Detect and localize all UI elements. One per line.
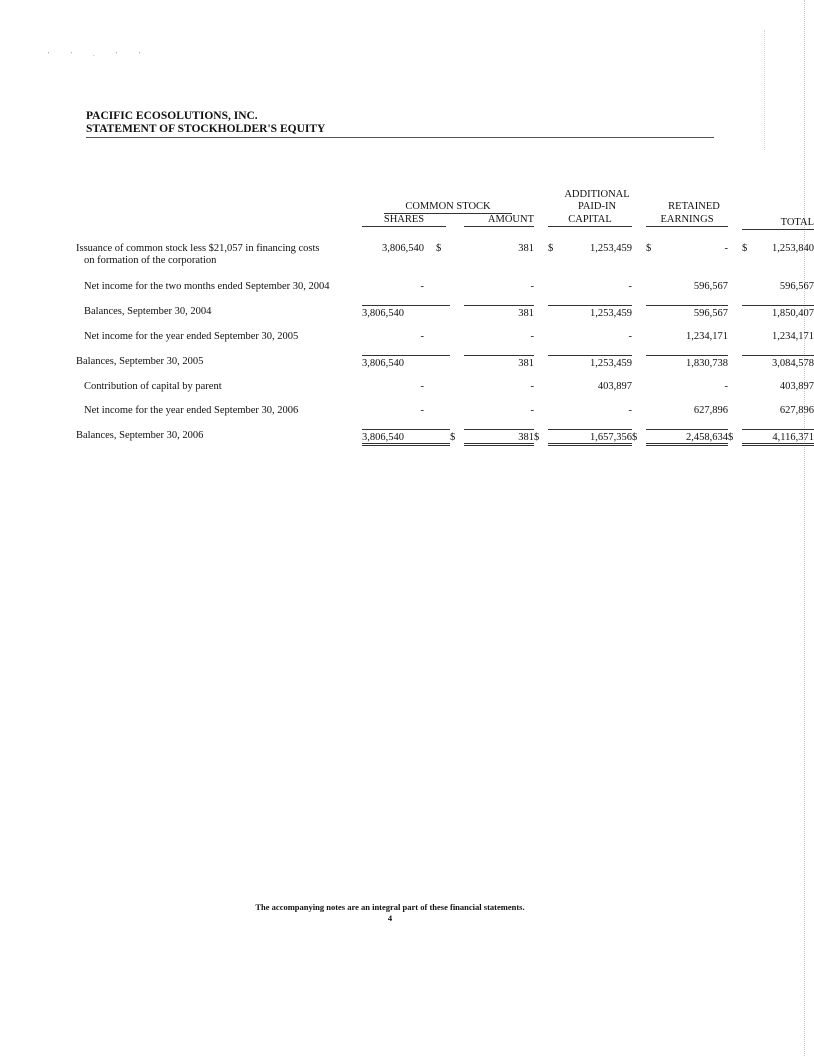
- dollar-sign: $: [728, 431, 734, 443]
- cell-retained: -: [724, 243, 728, 254]
- dollar-sign: $: [534, 431, 540, 443]
- dollar-sign: $: [742, 243, 748, 254]
- col-header-total: TOTAL: [742, 217, 814, 230]
- cell-retained: 1,830,738: [646, 356, 728, 370]
- cell-amount: -: [530, 331, 534, 342]
- table-row-subtotal: [76, 306, 814, 320]
- cell-shares: 3,806,540: [382, 243, 424, 254]
- row-label: Issuance of common stock less $21,057 in financing costs: [76, 243, 320, 254]
- dollar-sign: $: [646, 243, 652, 254]
- statement-title: STATEMENT OF STOCKHOLDER'S EQUITY: [86, 123, 326, 135]
- table-row-subtotal: [76, 356, 814, 370]
- cell-total: 403,897: [779, 381, 814, 392]
- table-row-total: [76, 430, 814, 445]
- cell-apic: 403,897: [597, 381, 632, 392]
- cell-total: 1,253,840: [772, 243, 814, 254]
- cell-apic: 1,253,459: [548, 356, 632, 370]
- col-header-apic-2: PAID-IN: [577, 201, 617, 212]
- table-row: [76, 243, 814, 267]
- cell-total: 3,084,578: [742, 356, 814, 370]
- cell-retained: 2,458,634: [646, 430, 728, 445]
- cell-retained: -: [724, 381, 728, 392]
- col-header-re-2: EARNINGS: [646, 214, 728, 227]
- cell-amount: 381: [464, 430, 534, 445]
- cell-total: 4,116,371: [742, 430, 814, 445]
- row-label: Net income for the year ended September 30, 2006: [84, 405, 299, 416]
- scan-edge-artifact: [764, 30, 766, 150]
- row-label: Contribution of capital by parent: [84, 381, 222, 392]
- cell-shares: 3,806,540: [362, 430, 450, 445]
- table-row: [76, 331, 814, 343]
- cell-total: 1,234,171: [772, 331, 814, 342]
- header-rule: [86, 137, 714, 138]
- table-row: [76, 381, 814, 393]
- row-label: Balances, September 30, 2006: [76, 429, 204, 441]
- cell-shares: -: [420, 405, 424, 416]
- cell-retained: 596,567: [646, 306, 728, 320]
- cell-total: 1,850,407: [742, 306, 814, 320]
- cell-shares: 3,806,540: [362, 306, 450, 320]
- equity-table: [76, 189, 814, 446]
- row-label: Net income for the two months ended September 30, 2004: [84, 281, 330, 292]
- row-label: Net income for the year ended September 30, 2005: [84, 331, 299, 342]
- col-header-amount: AMOUNT: [464, 214, 534, 227]
- dollar-sign: $: [548, 243, 554, 254]
- cell-shares: 3,806,540: [362, 356, 450, 370]
- cell-shares: -: [420, 281, 424, 292]
- cell-shares: -: [420, 381, 424, 392]
- scan-edge-artifact: [804, 0, 806, 1056]
- cell-apic: 1,657,356: [548, 430, 632, 445]
- cell-total: 596,567: [779, 281, 814, 292]
- footer-note: The accompanying notes are an integral part of these financial statements.: [255, 902, 525, 912]
- scan-specks: ' ' . ' ': [48, 52, 150, 58]
- header-row: [76, 201, 814, 214]
- page-number: 4: [387, 913, 393, 923]
- col-header-apic-1: ADDITIONAL: [564, 189, 630, 200]
- cell-amount: -: [530, 381, 534, 392]
- col-header-common-stock: COMMON STOCK: [384, 201, 512, 214]
- cell-amount: -: [530, 405, 534, 416]
- cell-amount: 381: [518, 243, 534, 254]
- cell-amount: -: [530, 281, 534, 292]
- cell-shares: -: [420, 331, 424, 342]
- cell-apic: 1,253,459: [548, 306, 632, 320]
- row-label-cont: on formation of the corporation: [84, 255, 217, 266]
- dollar-sign: $: [436, 243, 442, 254]
- table-row: [76, 281, 814, 293]
- row-label: Balances, September 30, 2004: [84, 305, 212, 317]
- header-row: [76, 214, 814, 230]
- cell-apic: -: [628, 405, 632, 416]
- dollar-sign: $: [450, 431, 456, 443]
- cell-amount: 381: [464, 356, 534, 370]
- cell-apic: -: [628, 331, 632, 342]
- cell-retained: 596,567: [693, 281, 728, 292]
- document-header: [86, 110, 325, 136]
- dollar-sign: $: [632, 431, 638, 443]
- header-row: [76, 189, 814, 201]
- cell-total: 627,896: [779, 405, 814, 416]
- cell-retained: 1,234,171: [686, 331, 728, 342]
- cell-apic: -: [628, 281, 632, 292]
- col-header-apic-3: CAPITAL: [548, 214, 632, 227]
- cell-retained: 627,896: [693, 405, 728, 416]
- col-header-re-1: RETAINED: [668, 201, 720, 212]
- company-name: PACIFIC ECOSOLUTIONS, INC.: [86, 110, 258, 122]
- cell-apic: 1,253,459: [590, 243, 632, 254]
- table-row: [76, 405, 814, 417]
- cell-amount: 381: [464, 306, 534, 320]
- page-footer: [0, 902, 780, 924]
- col-header-shares: SHARES: [362, 214, 446, 227]
- row-label: Balances, September 30, 2005: [76, 355, 204, 367]
